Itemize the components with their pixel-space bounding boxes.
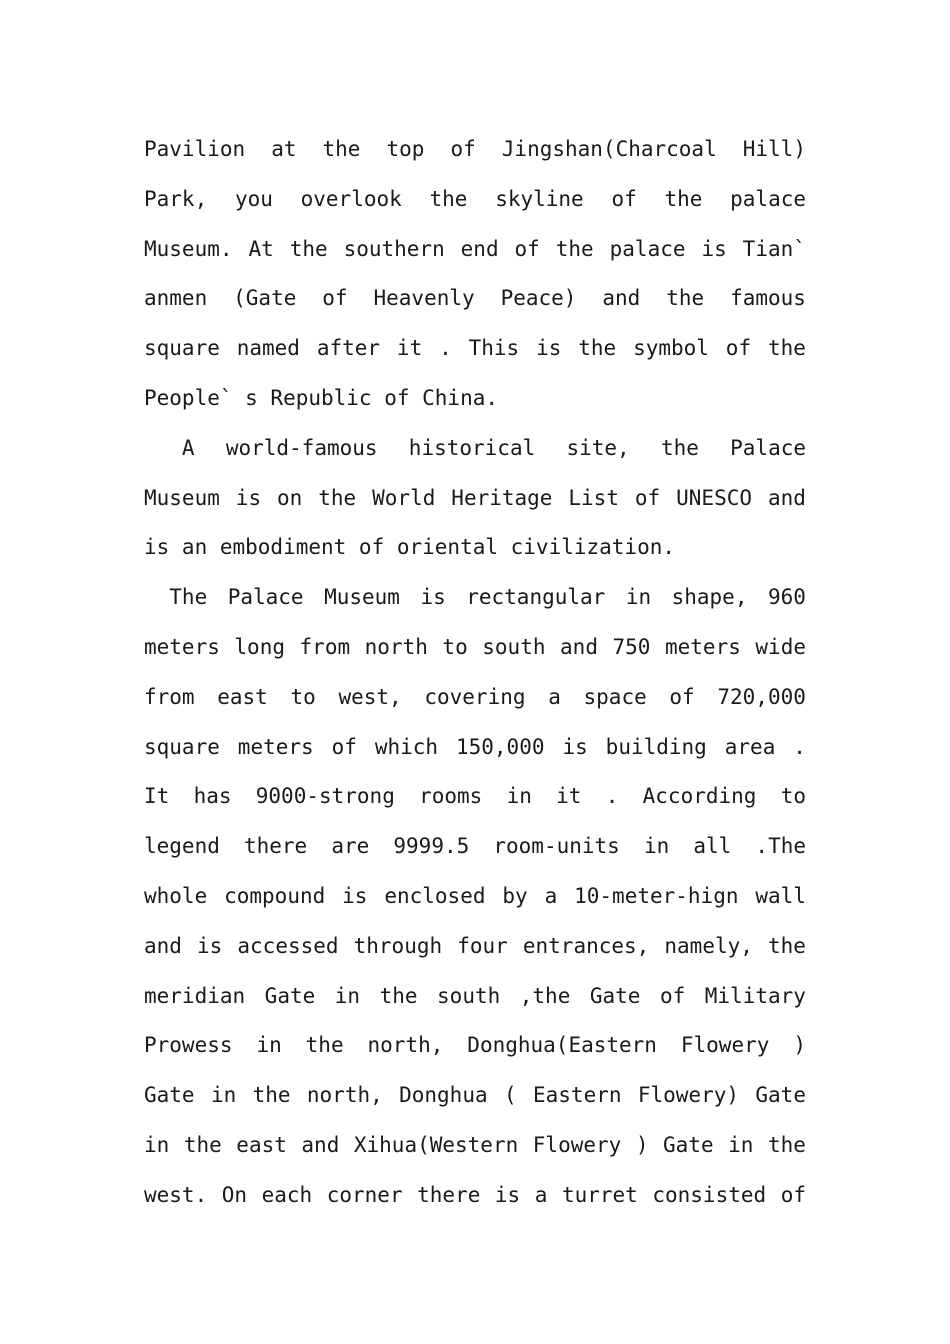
word: to — [780, 784, 806, 809]
word: ) — [635, 1132, 649, 1157]
text-line: is an embodiment of oriental civilization. — [144, 535, 676, 560]
word: Donghua — [399, 1083, 488, 1108]
word: 750 — [612, 634, 651, 659]
word: of — [322, 286, 348, 311]
word: site, — [566, 435, 630, 460]
paragraph — [144, 573, 806, 1220]
word: is — [342, 883, 368, 908]
word: to — [290, 684, 316, 709]
word: south — [482, 634, 546, 659]
text-line — [144, 673, 806, 723]
word: is — [197, 933, 223, 958]
text-line — [144, 1121, 806, 1171]
text-line — [144, 175, 806, 225]
word: ( — [503, 1083, 517, 1108]
word: palace — [730, 186, 806, 211]
word: west, — [338, 684, 402, 709]
word: and — [767, 485, 806, 510]
word: Hill) — [742, 137, 806, 161]
word: space — [583, 684, 647, 709]
word: Flowery — [532, 1132, 622, 1157]
word: 720,000 — [717, 684, 806, 709]
word: in — [643, 834, 670, 859]
word: . — [605, 784, 619, 809]
text-line — [144, 922, 806, 972]
word: which — [374, 734, 439, 759]
word: skyline — [495, 186, 584, 211]
word: in — [144, 1132, 170, 1157]
word: Museum — [324, 585, 400, 610]
word: in — [625, 585, 652, 610]
word: symbol — [633, 336, 709, 361]
word: in — [728, 1132, 754, 1157]
word: 10-meter-hign — [574, 883, 739, 908]
word: ,the — [519, 983, 571, 1008]
word: a — [534, 1182, 548, 1207]
word: has — [193, 784, 232, 809]
word: Flowery) — [637, 1083, 740, 1108]
paragraph — [144, 424, 806, 573]
word: is — [562, 734, 588, 759]
text-line — [144, 474, 806, 524]
word: covering — [424, 684, 526, 709]
paragraph — [144, 125, 806, 424]
word: The — [144, 585, 208, 610]
word: wide — [755, 634, 806, 659]
word: after — [316, 336, 381, 361]
word: the — [289, 236, 328, 261]
word: meters — [144, 634, 220, 659]
word: Donghua(Eastern — [467, 1033, 657, 1058]
word: Gate — [144, 1083, 195, 1108]
word: Xihua(Western — [353, 1132, 519, 1157]
word: a — [544, 883, 558, 908]
word: Heavenly — [373, 286, 475, 311]
word: on — [277, 485, 303, 510]
word: 9999.5 — [393, 834, 470, 859]
word: of — [514, 236, 540, 261]
word: 960 — [767, 585, 806, 610]
word: of — [450, 137, 476, 161]
word: overlook — [300, 186, 402, 211]
word: of — [780, 1182, 806, 1207]
word: four — [457, 933, 508, 958]
word: it — [556, 784, 582, 809]
word: from — [144, 684, 195, 709]
text-line — [144, 1071, 806, 1121]
word: and — [301, 1132, 340, 1157]
word: area — [724, 734, 776, 759]
word: Heritage — [451, 485, 553, 510]
word: meters — [237, 734, 314, 759]
word: .The — [755, 834, 806, 859]
word: building — [605, 734, 707, 759]
text-line — [144, 1171, 806, 1221]
word: According — [642, 784, 757, 809]
word: the — [767, 336, 806, 361]
word: meridian — [144, 983, 246, 1008]
text-line — [144, 723, 806, 773]
word: in — [210, 1083, 237, 1108]
word: there — [243, 834, 308, 859]
word: and — [602, 286, 641, 311]
text-line — [144, 125, 806, 175]
word: Palace — [730, 435, 806, 460]
word: This — [468, 336, 520, 361]
word: of — [659, 983, 686, 1008]
word: Gate — [755, 1083, 806, 1108]
word: At — [248, 236, 274, 261]
word: Jingshan(Charcoal — [501, 137, 717, 161]
word: is — [420, 585, 446, 610]
word: the — [252, 1083, 291, 1108]
word: south — [437, 983, 501, 1008]
text-line — [144, 1021, 806, 1071]
word: Military — [704, 983, 806, 1008]
word: the — [318, 485, 357, 510]
word: all — [693, 834, 732, 859]
word: is — [701, 236, 727, 261]
word: the — [664, 186, 703, 211]
word: north, — [367, 1033, 444, 1058]
word: top — [386, 137, 425, 161]
word: Pavilion — [144, 137, 246, 161]
word: 150,000 — [455, 734, 545, 759]
word: shape, — [671, 585, 748, 610]
word: the — [578, 336, 617, 361]
word: by — [502, 883, 528, 908]
word: the — [767, 1132, 806, 1157]
word: anmen — [144, 286, 208, 311]
word: . — [439, 336, 452, 361]
word: On — [221, 1182, 248, 1207]
word: rooms — [419, 784, 483, 809]
word: entrances, — [522, 933, 650, 958]
text-line: People` s Republic of China. — [144, 385, 499, 410]
word: of — [725, 336, 752, 361]
word: legend — [144, 834, 220, 859]
word: Museum — [144, 485, 220, 510]
word: in — [256, 1033, 282, 1058]
word: . — [793, 734, 806, 759]
word: are — [331, 834, 370, 859]
word: Museum. — [144, 236, 233, 261]
word: (Gate — [233, 286, 297, 311]
word: the — [429, 186, 468, 211]
word: the — [305, 1033, 344, 1058]
word: in — [506, 784, 532, 809]
word: room-units — [493, 834, 620, 859]
word: end — [460, 236, 499, 261]
text-line — [144, 822, 806, 872]
text-line — [144, 573, 806, 623]
word: the — [767, 933, 806, 958]
word: wall — [755, 883, 806, 908]
word: square — [144, 734, 220, 759]
word: It — [144, 784, 170, 809]
word: enclosed — [384, 883, 486, 908]
word: of — [331, 734, 357, 759]
word: is — [494, 1182, 521, 1207]
word: of — [669, 684, 695, 709]
word: the — [379, 983, 418, 1008]
word: of — [634, 485, 661, 510]
word: namely, — [664, 933, 753, 958]
word: the — [555, 236, 594, 261]
text-line — [144, 623, 806, 673]
word: palace — [609, 236, 686, 261]
body-text — [144, 125, 806, 1221]
word: 9000-strong — [255, 784, 395, 809]
text-line — [144, 225, 806, 275]
word: UNESCO — [676, 485, 752, 510]
word: the — [183, 1132, 222, 1157]
word: north — [364, 634, 428, 659]
word: the — [322, 137, 361, 161]
word: A — [144, 435, 195, 460]
word: historical — [408, 435, 536, 460]
word: is — [235, 485, 262, 510]
word: World — [372, 485, 436, 510]
word: the — [660, 435, 699, 460]
word: you — [234, 186, 273, 211]
word: and — [144, 933, 182, 958]
word: from — [299, 634, 351, 659]
word: consisted — [652, 1182, 767, 1207]
word: it — [396, 336, 423, 361]
word: Eastern — [533, 1083, 622, 1108]
word: long — [234, 634, 285, 659]
word: square — [144, 336, 220, 361]
word: Flowery — [680, 1033, 770, 1058]
word: and — [560, 634, 598, 659]
word: turret — [561, 1182, 638, 1207]
word: north, — [306, 1083, 383, 1108]
word: there — [417, 1182, 481, 1207]
word: whole — [144, 883, 208, 908]
word: to — [442, 634, 468, 659]
word: Peace) — [500, 286, 577, 311]
word: southern — [343, 236, 445, 261]
word: is — [536, 336, 562, 361]
word: Gate — [264, 983, 316, 1008]
word: of — [611, 186, 637, 211]
word: named — [236, 336, 300, 361]
word: Tian` — [742, 236, 806, 261]
text-line — [144, 972, 806, 1022]
word: Palace — [227, 585, 304, 610]
word: meters — [665, 634, 741, 659]
word: each — [261, 1182, 313, 1207]
text-line — [144, 872, 806, 922]
word: in — [334, 983, 361, 1008]
word: through — [353, 933, 443, 958]
word: rectangular — [466, 585, 606, 610]
word: corner — [326, 1182, 403, 1207]
word: accessed — [237, 933, 339, 958]
word: Gate — [663, 1132, 714, 1157]
word: famous — [730, 286, 806, 311]
text-line — [144, 772, 806, 822]
word: east — [217, 684, 268, 709]
word: west. — [144, 1182, 208, 1207]
word: Prowess — [144, 1033, 233, 1058]
word: Gate — [589, 983, 641, 1008]
word: List — [568, 485, 619, 510]
text-line — [144, 424, 806, 474]
word: compound — [224, 883, 326, 908]
word: east — [236, 1132, 287, 1157]
word: ) — [793, 1033, 806, 1058]
word: world-famous — [225, 435, 378, 460]
text-line — [144, 274, 806, 324]
text-line — [144, 324, 806, 374]
word: a — [548, 684, 561, 709]
word: the — [666, 286, 705, 311]
word: at — [271, 137, 297, 161]
word: Park, — [144, 186, 208, 211]
